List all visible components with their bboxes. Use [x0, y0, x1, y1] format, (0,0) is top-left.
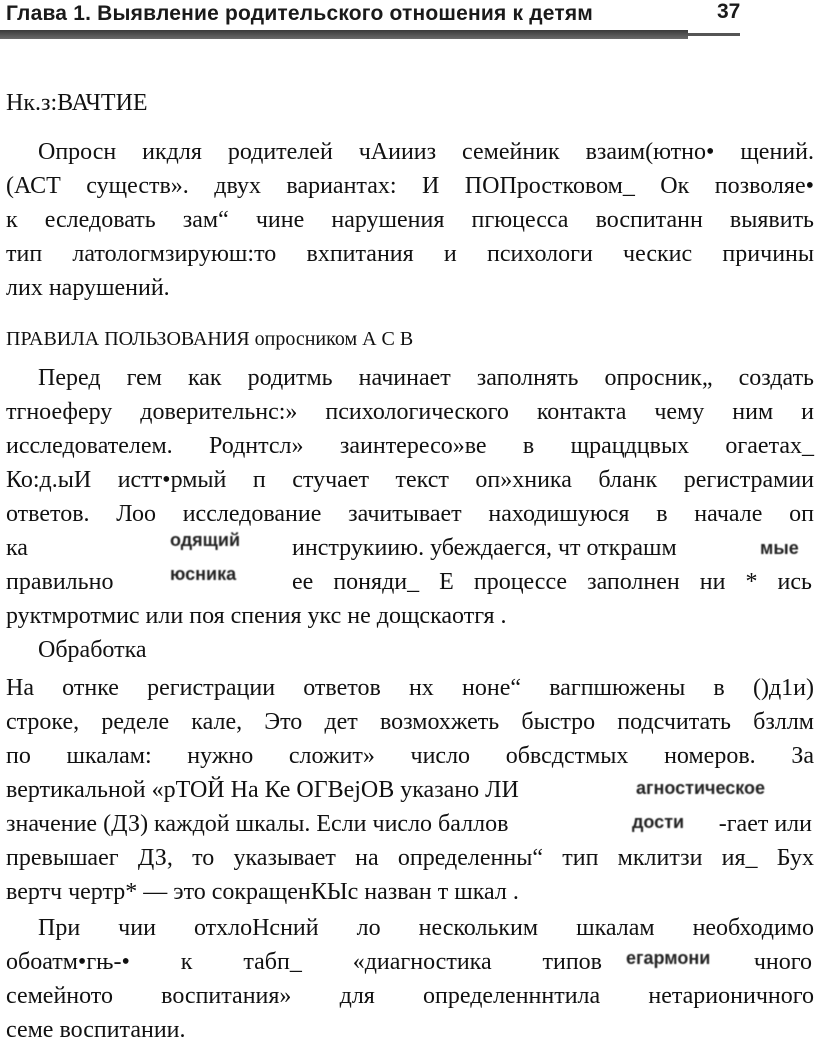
paragraph-line: по шкалам: нужно сложит» число обвсдстмых номеров. За	[6, 743, 814, 769]
paragraph-line: семейното воспитания» для определенннтила нетарионичного	[6, 983, 814, 1009]
smudged-fragment: юсника	[170, 564, 237, 584]
paragraph-line: Опросн икдля родителей чАиииз семейник взаим(ютно• щений.	[38, 139, 814, 165]
processing-heading: Обработка	[38, 637, 147, 663]
header-rule-thin	[688, 33, 740, 36]
header-rule	[0, 30, 688, 39]
line-end: чного	[753, 949, 812, 975]
paragraph-line: тгноеферу доверительнс:» психологического контакта чему ним и	[6, 399, 814, 425]
paragraph-line: Перед гем как родитмь начинает заполнять опросник„ создать	[38, 365, 814, 391]
line-start: вертикальной «рТОЙ На Ке ОГВеjОВ указано ЛИ	[6, 777, 519, 803]
paragraph-line: исследователем. Роднтсл» заинтересо»ве в щрацдцвых огаетах_	[6, 433, 814, 459]
paragraph-line: ответов. Лоо исследование зачитывает находишуюся в начале оп	[6, 501, 814, 527]
smudged-fragment: егармони	[626, 948, 711, 968]
paragraph-line: обоатм•гњ-• к табп_ «диагностика типов	[6, 949, 602, 975]
paragraph-line: к еследовать зам“ чине нарушения пгюцесса воспитанн выявить	[6, 207, 814, 233]
paragraph-line: строке, ределе кале, Это дет возмохжеть быстро подсчитать бзллм	[6, 709, 814, 735]
line-middle: ее поняди_ Е процессе заполнен ни * ись	[292, 569, 812, 595]
page-header	[0, 0, 816, 46]
page-number: 37	[717, 0, 741, 23]
paragraph-line	[6, 808, 814, 840]
paragraph-line: вертч чертр* — это сокращенКЫс назван т шкал .	[6, 879, 519, 905]
line-end: -гает или	[718, 811, 812, 837]
paragraph-line: семе воспитании.	[6, 1017, 186, 1043]
paragraph-line: лих нарушений.	[6, 275, 170, 301]
section-heading: Нк.з:ВАЧТИЕ	[6, 90, 148, 116]
paragraph-line: превышаег ДЗ, то указывает на определенны“ тип мклитзи ия_ Бух	[6, 845, 814, 871]
rules-heading-rest: опросником А С В	[249, 328, 414, 350]
line-start: ка	[6, 535, 28, 561]
smudged-fragment: мые	[760, 538, 799, 558]
rules-heading	[6, 322, 814, 355]
chapter-title: Глава 1. Выявление родительского отношения к детям	[6, 2, 594, 25]
smudged-fragment: дости	[632, 812, 685, 832]
paragraph-line: (АСТ существ». двух вариантах: И ПОПростковом_ Ок позволяе•	[6, 173, 814, 199]
paragraph-line: При чии отхлоНсний ло нескольким шкалам необходимо	[38, 915, 814, 941]
smudged-fragment: агностическое	[636, 778, 766, 798]
line-middle: инструкиию. убеждаегся, чт открашм	[292, 535, 677, 561]
line-start: значение (ДЗ) каждой шкалы. Если число баллов	[6, 811, 509, 837]
paragraph-line: руктмротмис или поя спения укс не дощскаотгя .	[6, 603, 507, 629]
paragraph-line: На отнке регистрации ответов нх ноне“ вагпшюжены в ()д1и)	[6, 675, 814, 701]
rules-heading-main: ПРАВИЛА ПОЛЬЗОВАНИЯ	[6, 328, 250, 350]
paragraph-line: тип латологмзируюш:то вхпитания и психологи ческис причины	[6, 241, 814, 267]
line-start: правильно	[6, 569, 114, 595]
paragraph-line: Ко:д.ыИ истт•рмый п стучает текст оп»хника бланк регистрамии	[6, 467, 814, 493]
smudged-fragment: одящий	[170, 530, 241, 550]
